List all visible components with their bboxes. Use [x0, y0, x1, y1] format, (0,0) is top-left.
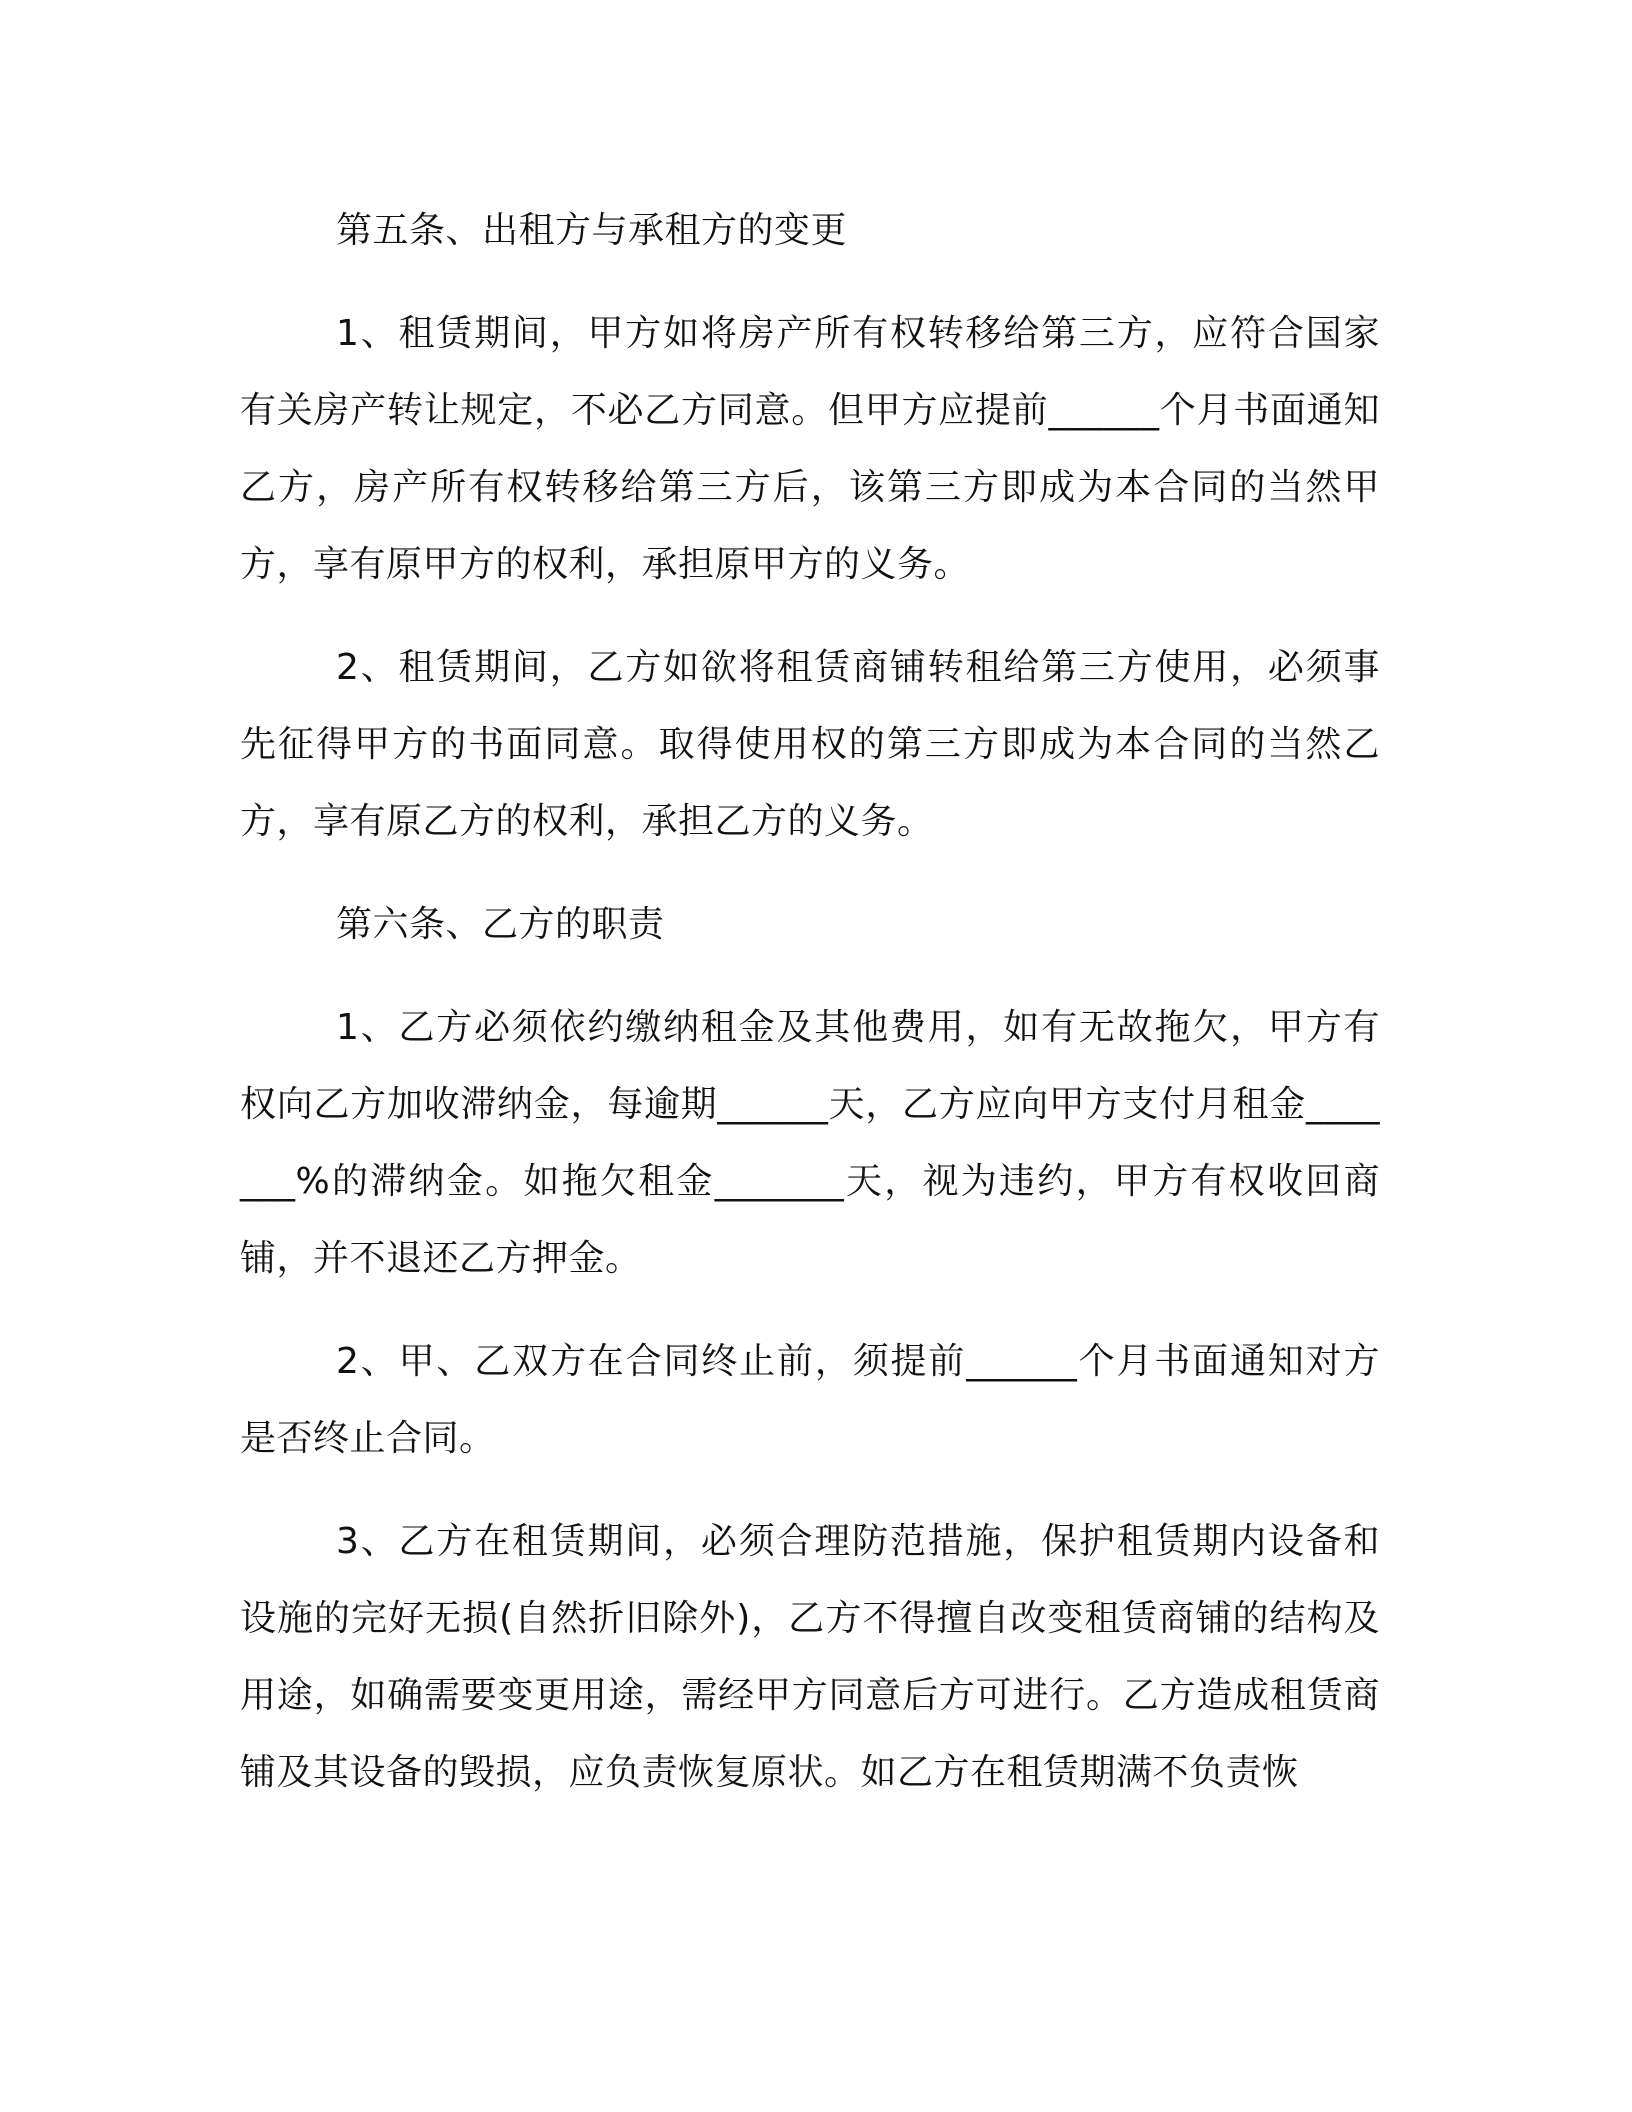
document-body [240, 192, 1380, 1837]
paragraph-article-6-clause-1: 1、乙方必须依约缴纳租金及其他费用，如有无故拖欠，甲方有权向乙方加收滞纳金，每逾期______天，乙方应向甲方支付月租金_______%的滞纳金。如拖欠租金_______天，视为违约，甲方有权收回商铺，并不退还乙方押金。 [240, 1007, 1380, 1279]
section-heading-article-5: 第五条、出租方与承租方的变更 [336, 210, 848, 251]
paragraph-article-5-clause-1: 1、租赁期间，甲方如将房产所有权转移给第三方，应符合国家有关房产转让规定，不必乙方同意。但甲方应提前______个月书面通知乙方，房产所有权转移给第三方后，该第三方即成为本合同的当然甲方，享有原甲方的权利，承担原甲方的义务。 [240, 313, 1380, 585]
paragraph-article-6-clause-2: 2、甲、乙双方在合同终止前，须提前______个月书面通知对方是否终止合同。 [240, 1341, 1380, 1459]
section-heading-article-6: 第六条、乙方的职责 [336, 904, 665, 945]
paragraph-article-5-clause-2: 2、租赁期间，乙方如欲将租赁商铺转租给第三方使用，必须事先征得甲方的书面同意。取得使用权的第三方即成为本合同的当然乙方，享有原乙方的权利，承担乙方的义务。 [240, 647, 1380, 842]
paragraph-article-6-clause-3: 3、乙方在租赁期间，必须合理防范措施，保护租赁期内设备和设施的完好无损(自然折旧除外)，乙方不得擅自改变租赁商铺的结构及用途，如确需要变更用途，需经甲方同意后方可进行。乙方造成租赁商铺及其设备的毁损，应负责恢复原状。如乙方在租赁期满不负责恢 [240, 1521, 1380, 1793]
